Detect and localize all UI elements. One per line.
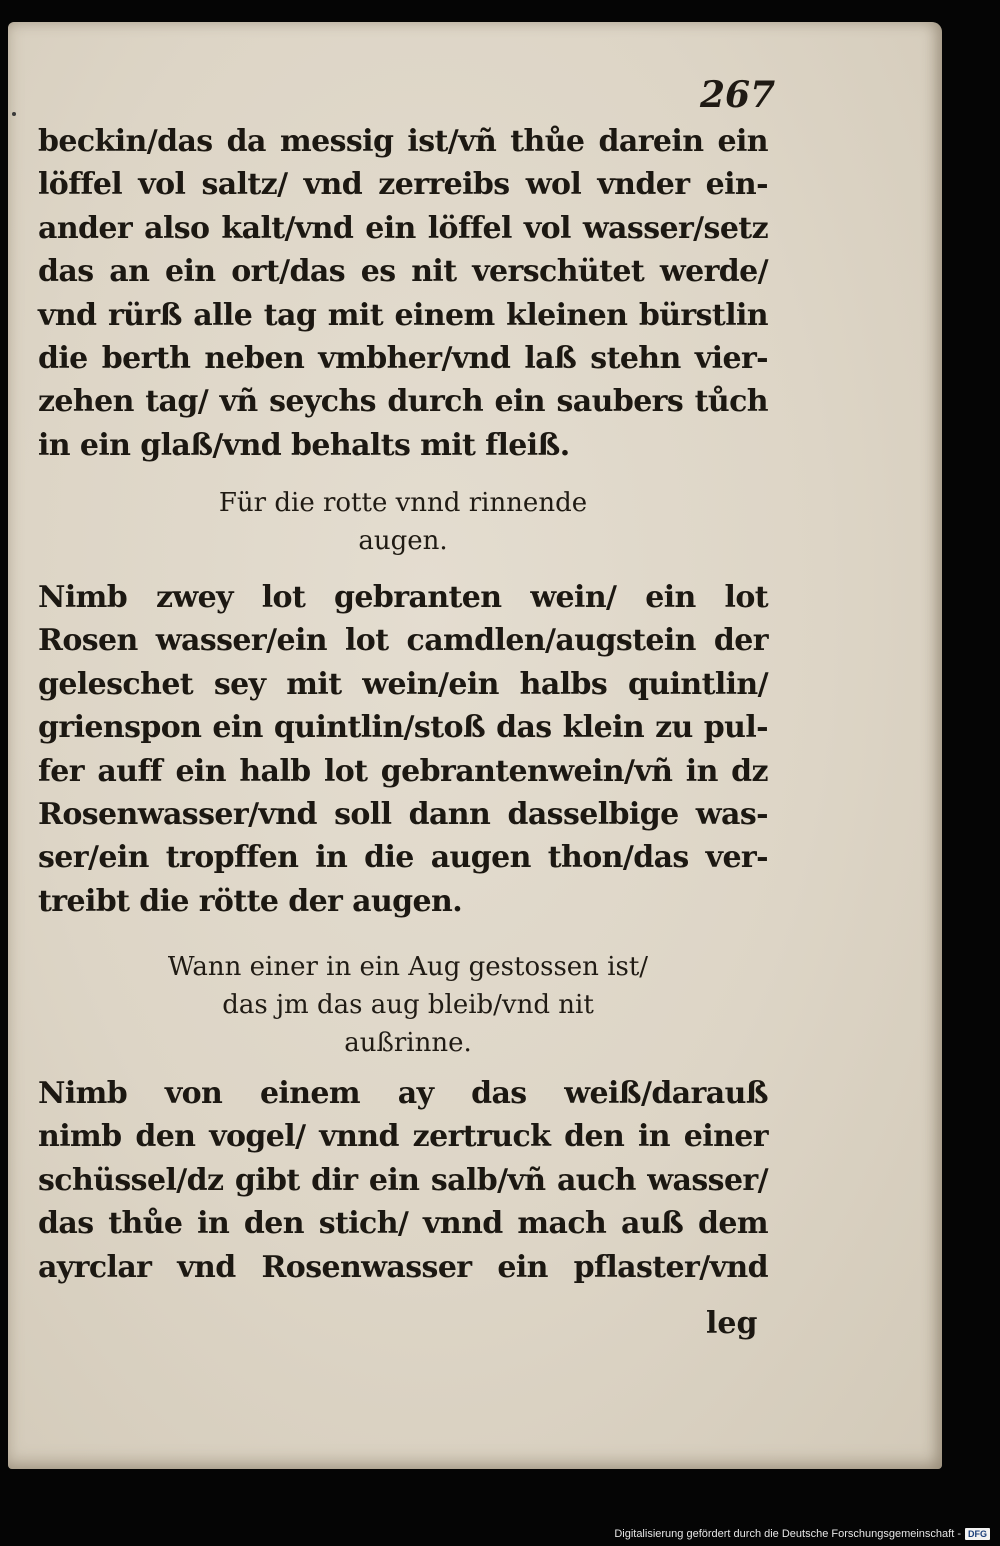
paragraph-3-line: ayrclar vnd Rosenwasser ein pflaster/vnd: [38, 1249, 768, 1285]
paragraph-2-line: Nimb zwey lot gebranten wein/ ein lot: [38, 580, 768, 615]
heading-1-line: Für die rotte vnnd rinnende: [218, 488, 588, 518]
paragraph-2-line: Rosen wasser/ein lot camdlen/augstein der: [38, 623, 768, 659]
page-number: 267: [700, 74, 776, 116]
page-edge-mark: [12, 112, 16, 116]
digitization-credit: [614, 1528, 990, 1540]
heading-2-line: außrinne.: [344, 1028, 472, 1058]
paragraph-2-line: treibt die rötte der augen.: [38, 883, 463, 919]
heading-1-line: augen.: [358, 526, 448, 556]
paragraph-2-line: geleschet sey mit wein/ein halbs quintlin/: [38, 666, 768, 702]
paragraph-1-line: ander also kalt/vnd ein löffel vol wasser/setz: [38, 210, 768, 246]
heading-2-line: Wann einer in ein Aug gestossen ist/: [167, 952, 649, 982]
paragraph-1-line: in ein glaß/vnd behalts mit fleiß.: [38, 427, 570, 463]
paragraph-3-line: das thůe in den stich/ vnnd mach auß dem: [38, 1206, 768, 1242]
book-page: [8, 22, 942, 1469]
paragraph-1-line: die berth neben vmbher/vnd laß stehn vier-: [38, 341, 768, 377]
paragraph-2-line: grienspon ein quintlin/stoß das klein zu pul-: [38, 710, 768, 746]
paragraph-3: [38, 1072, 768, 1289]
heading-eye-injury: [108, 948, 708, 1062]
paragraph-1-line: das an ein ort/das es nit verschütet werde/: [38, 254, 768, 290]
paragraph-3-line: nimb den vogel/ vnnd zertruck den in einer: [38, 1119, 768, 1155]
paragraph-1: [38, 120, 768, 467]
paragraph-2-line: fer auff ein halb lot gebrantenwein/vñ in dz: [38, 753, 768, 789]
paragraph-2: [38, 576, 768, 923]
paragraph-1-line: vnd rürß alle tag mit einem kleinen bürstlin: [38, 297, 768, 333]
heading-red-eyes: [158, 484, 648, 560]
credit-text: Digitalisierung gefördert durch die Deutsche Forschungsgemeinschaft -: [614, 1528, 961, 1540]
paragraph-2-line: Rosenwasser/vnd soll dann dasselbige was-: [38, 797, 768, 833]
heading-2-line: das jm das aug bleib/vnd nit: [222, 990, 594, 1020]
dfg-logo-icon: DFG: [965, 1528, 990, 1540]
paragraph-1-line: zehen tag/ vñ seychs durch ein saubers tůch: [38, 384, 768, 420]
catchword: leg: [706, 1306, 758, 1341]
paragraph-2-line: ser/ein tropffen in die augen thon/das ver-: [38, 840, 768, 876]
paragraph-1-line: beckin/das da messig ist/vñ thůe darein ein: [38, 124, 768, 159]
paragraph-1-line: löffel vol saltz/ vnd zerreibs wol vnder ein-: [38, 167, 768, 203]
paragraph-3-line: schüssel/dz gibt dir ein salb/vñ auch wasser/: [38, 1162, 768, 1198]
paragraph-3-line: Nimb von einem ay das weiß/darauß: [38, 1076, 768, 1111]
